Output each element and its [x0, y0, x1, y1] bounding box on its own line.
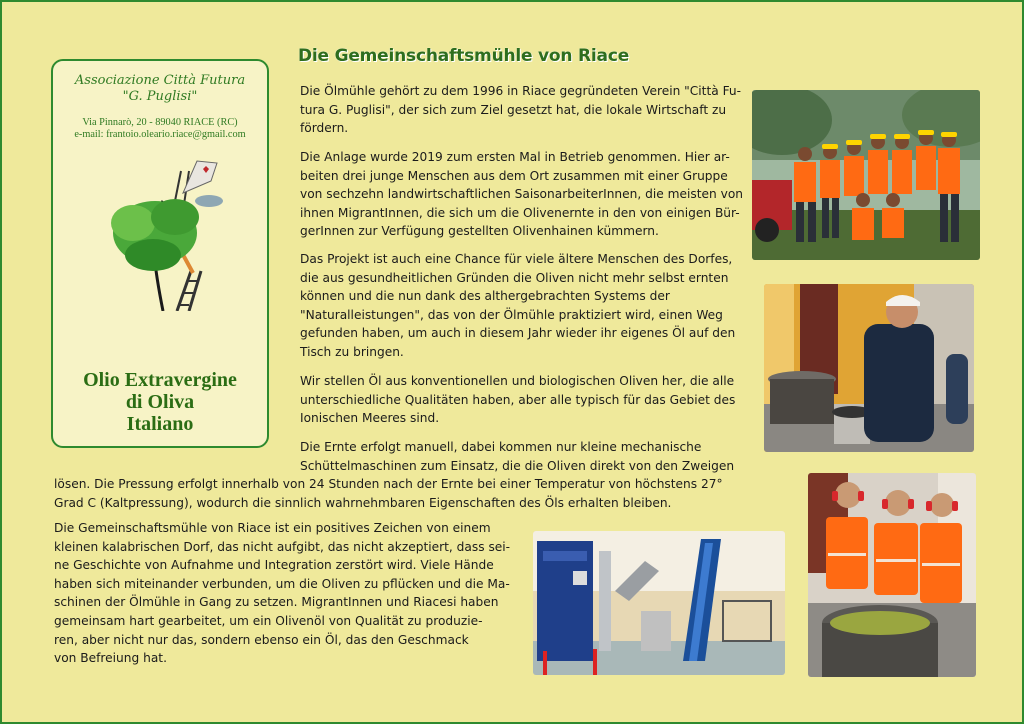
logo-association-name — [53, 73, 267, 105]
text-line: gerInnen zur Verfügung gestellten Olivenhainen kümmern. — [300, 224, 659, 239]
text-line: haben sich miteinander verbunden, um die Oliven zu pflücken und die Ma- — [54, 576, 510, 591]
logo-contact — [53, 117, 267, 141]
text-line: tura G. Puglisi", der sich zum Ziel gesetzt hat, die lokale Wirtschaft zu — [300, 102, 727, 117]
text-line: gefunden haben, um auch in diesem Jahr wieder ihr eigenes Öl auf den — [300, 326, 736, 341]
text-line: kleinen kalabrischen Dorf, das nicht aufgibt, das nicht akzeptiert, dass sei- — [54, 539, 511, 554]
text-line: Die Ernte erfolgt manuell, dabei kommen nur kleine mechanische — [300, 440, 702, 454]
paragraph-6 — [54, 519, 514, 668]
paragraph-4 — [300, 372, 740, 428]
text-line: schinen der Ölmühle in Gang zu setzen. MigrantInnen und Riacesi haben — [54, 595, 499, 610]
text-line: ihnen MigrantInnen, die sich um die Olivenernte in den von einigen Bür- — [300, 205, 740, 220]
text-line: können und die nun dank des althergebrachten Systems der — [300, 289, 670, 304]
text-line: ren, aber nicht nur das, sondern ebenso ein Öl, das den Geschmack — [54, 632, 469, 647]
text-line: Tisch zu bringen. — [300, 344, 404, 359]
text-line: Schüttelmaschinen zum Einsatz, die die Oliven direkt von den Zweigen — [300, 458, 735, 473]
logo-address: Via Pinnarò, 20 - 89040 RIACE (RC) — [82, 117, 238, 128]
logo-email: e-mail: frantoio.oleario.riace@gmail.com — [74, 129, 246, 140]
text-line: beiten drei junge Menschen aus dem Ort zusammen mit einer Gruppe — [300, 168, 728, 183]
text-line: Wir stellen Öl aus konventionellen und biologischen Oliven her, die alle — [300, 374, 735, 388]
text-line: lösen. Die Pressung erfolgt innerhalb von 24 Stunden nach der Ernte bei einer Temperatur von höchstens 27° — [54, 477, 723, 491]
logo-product-name — [53, 369, 267, 435]
logo-product-line3: Italiano — [126, 413, 194, 435]
logo-product-line2: di Oliva — [125, 391, 195, 413]
text-line: fördern. — [300, 121, 349, 136]
paragraph-3 — [300, 250, 740, 362]
text-line: gemeinsam hart gearbeitet, um ein Olivenöl von Qualität zu produzie- — [54, 613, 483, 628]
page-title: Die Gemeinschaftsmühle von Riace — [298, 46, 630, 66]
text-line: ne Geschichte von Aufnahme und Integration zerstört wird. Viele Hände — [54, 558, 494, 573]
association-logo — [51, 59, 269, 448]
text-line: Die Anlage wurde 2019 zum ersten Mal in Betrieb genommen. Hier ar- — [300, 150, 730, 164]
text-line: Das Projekt ist auch eine Chance für viele ältere Menschen des Dorfes, — [300, 252, 733, 266]
paragraph-5 — [300, 438, 740, 475]
photo-mill-interior — [764, 284, 974, 452]
paragraph-5-continued — [54, 475, 774, 512]
text-line: die aus gesundheitlichen Gründen die Oliven nicht mehr selbst ernten — [300, 270, 729, 285]
text-line: Ionischen Meeres sind. — [300, 411, 440, 426]
text-line: Grad C (Kaltpressung), wodurch die sinnlich wahrnehmbaren Eigenschaften des Öls erhalten bleiben. — [54, 495, 672, 510]
text-line: von sechzehn landwirtschaftlichen SaisonarbeiterInnen, die meisten von — [300, 187, 743, 202]
photo-workers-group — [752, 90, 980, 260]
logo-product-line1: Olio Extravergine — [83, 369, 237, 391]
olive-tree-icon — [93, 151, 233, 311]
paragraph-1 — [300, 82, 740, 138]
text-line: Die Ölmühle gehört zu dem 1996 in Riace gegründeten Verein "Città Fu- — [300, 84, 742, 98]
logo-association-line1: Associazione Città Futura — [74, 73, 246, 88]
logo-association-line2: "G. Puglisi" — [122, 89, 198, 104]
photo-mill-machinery — [533, 531, 785, 675]
photo-young-workers — [808, 473, 976, 677]
text-line: von Befreiung hat. — [54, 651, 167, 666]
text-line: unterschiedliche Qualitäten haben, aber alle typisch für das Gebiet des — [300, 392, 736, 407]
text-line: Die Gemeinschaftsmühle von Riace ist ein positives Zeichen von einem — [54, 521, 491, 535]
text-line: "Naturalleistungen", das von der Ölmühle praktiziert wird, einen Weg — [300, 307, 723, 322]
paragraph-2 — [300, 148, 743, 241]
